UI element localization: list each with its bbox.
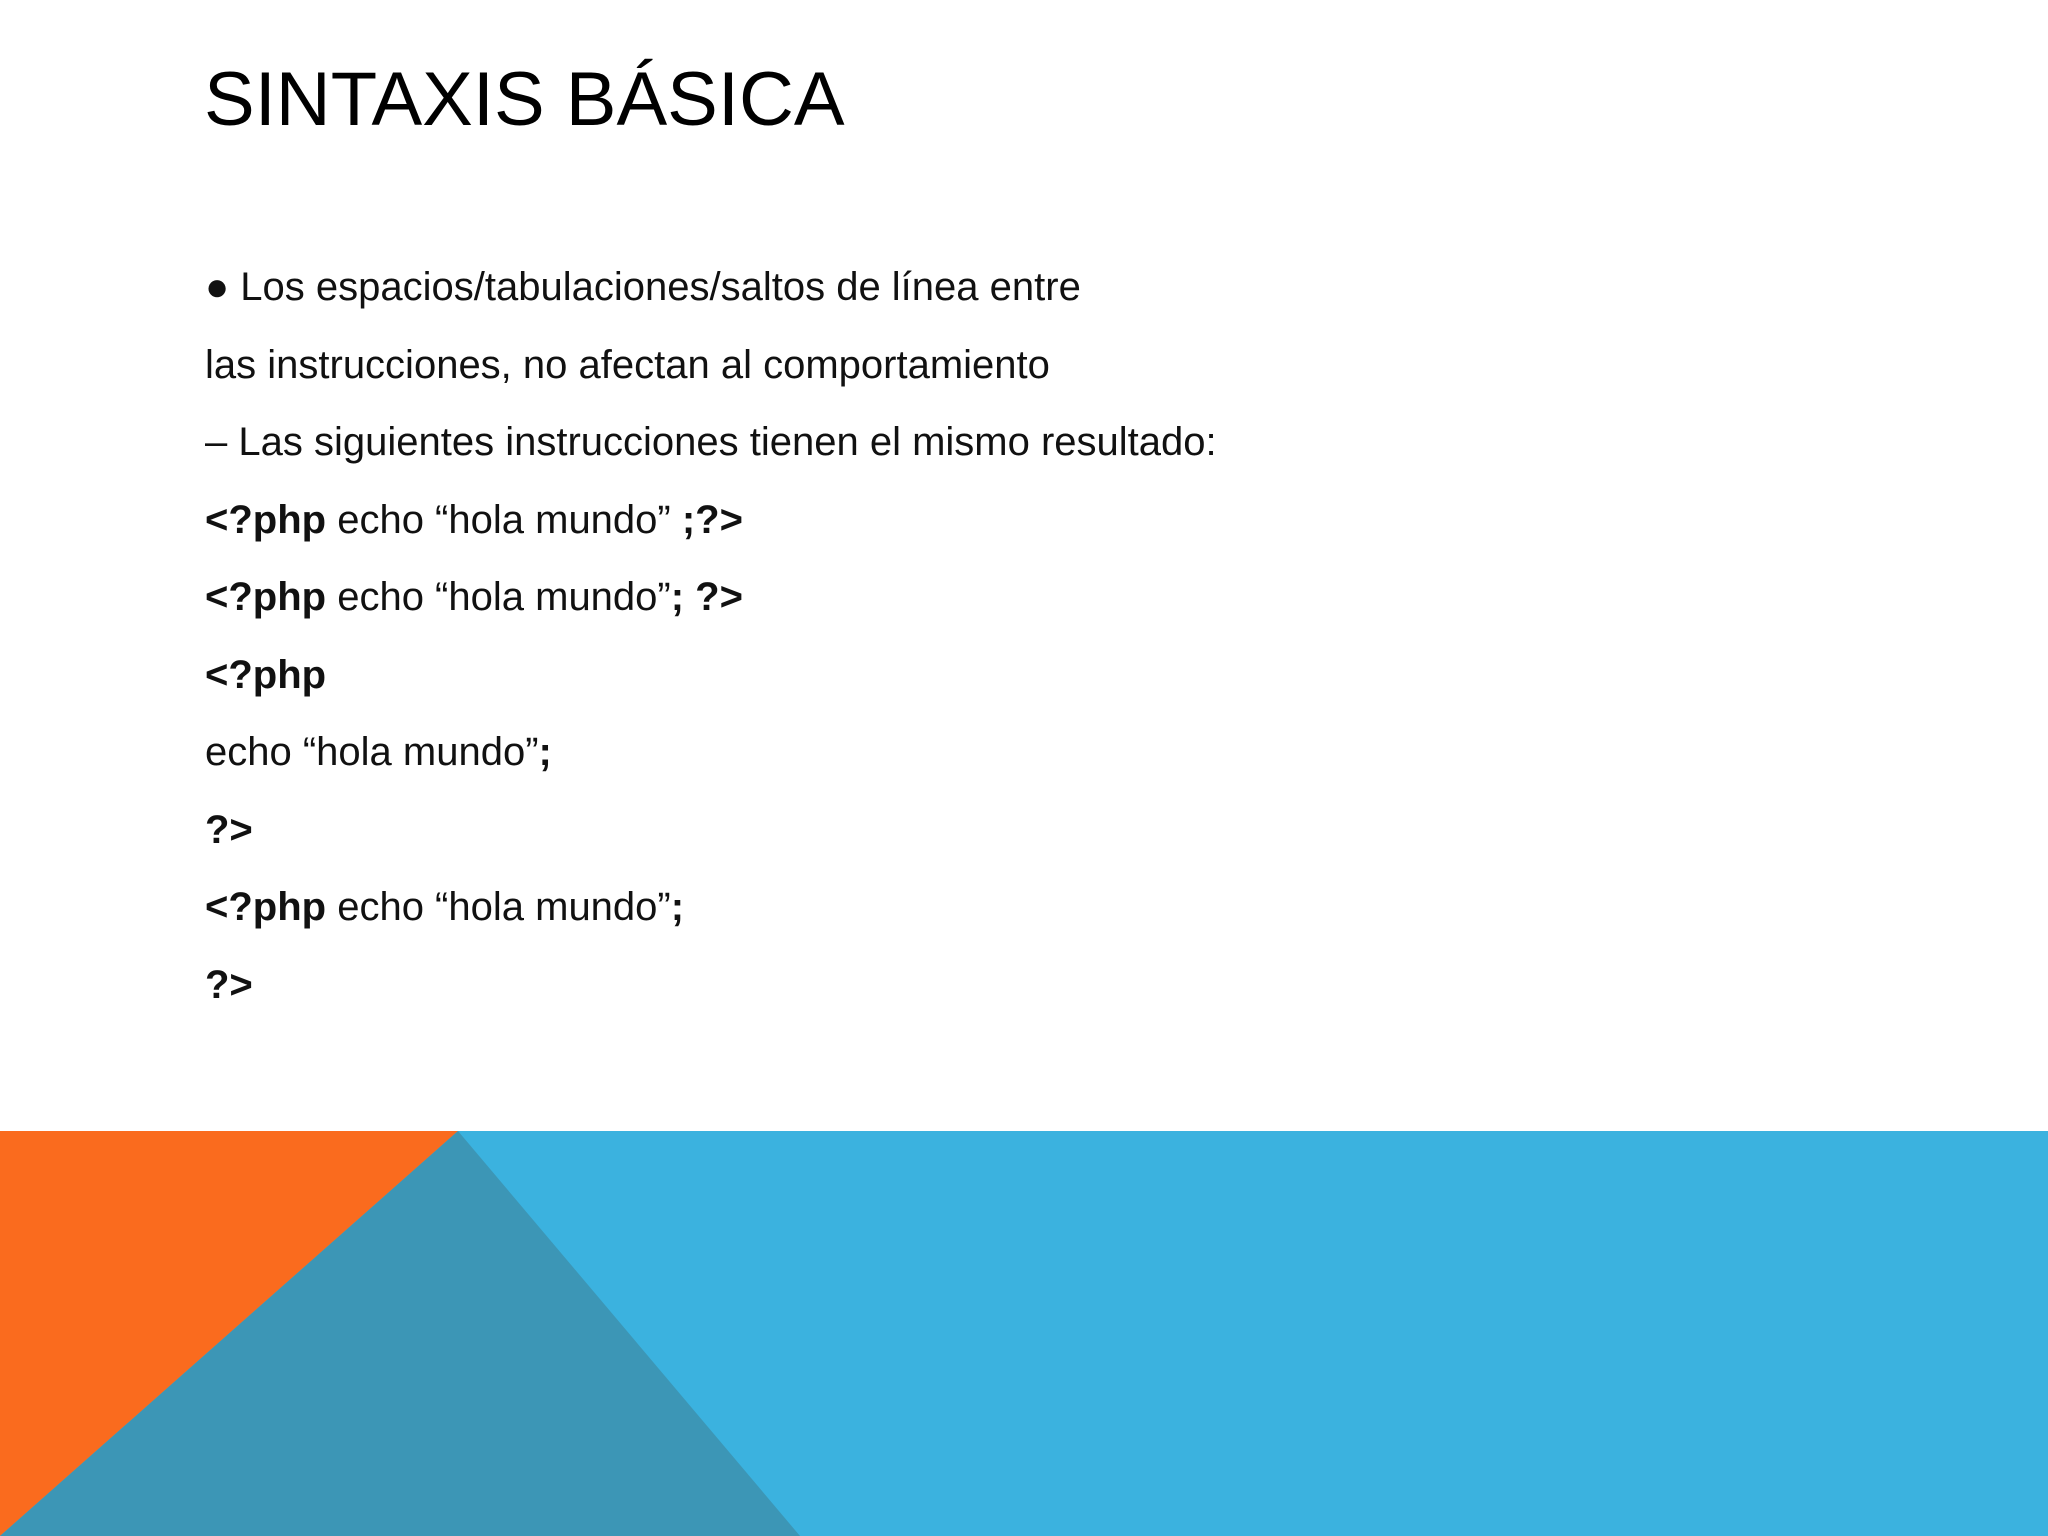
decorative-banner [0,1131,2048,1536]
body-line [205,404,1905,482]
code-keyword: <?php [205,497,327,542]
code-keyword: ; [538,730,552,774]
body-text: – Las siguientes instrucciones tienen el mismo resultado: [205,420,1217,464]
body-text: ● Los espacios/tabulaciones/saltos de línea entre [205,265,1081,309]
body-line [205,637,1905,715]
code-keyword: ; ?> [670,575,743,619]
body-text: echo “hola mundo” [326,575,671,619]
code-keyword: ?> [205,807,253,852]
code-keyword: <?php [205,575,327,619]
slide-body [205,249,1905,1024]
code-keyword: <?php [205,652,327,697]
body-text: echo “hola mundo” [326,497,682,542]
body-text: echo “hola mundo” [326,885,671,929]
body-text: echo “hola mundo” [205,730,539,774]
body-text: las instrucciones, no afectan al comportamiento [205,342,1050,387]
body-line [205,792,1905,870]
code-keyword: ; [670,885,685,929]
code-keyword: ?> [205,962,253,1007]
body-line [205,559,1905,637]
slide-title: SINTAXIS BÁSICA [204,57,845,142]
code-keyword: <?php [205,885,327,929]
body-line [205,249,1905,327]
body-line [205,482,1905,560]
body-line [205,869,1905,947]
body-line [205,947,1905,1025]
body-line [205,714,1905,792]
body-line [205,327,1905,405]
code-keyword: ;?> [681,497,743,542]
